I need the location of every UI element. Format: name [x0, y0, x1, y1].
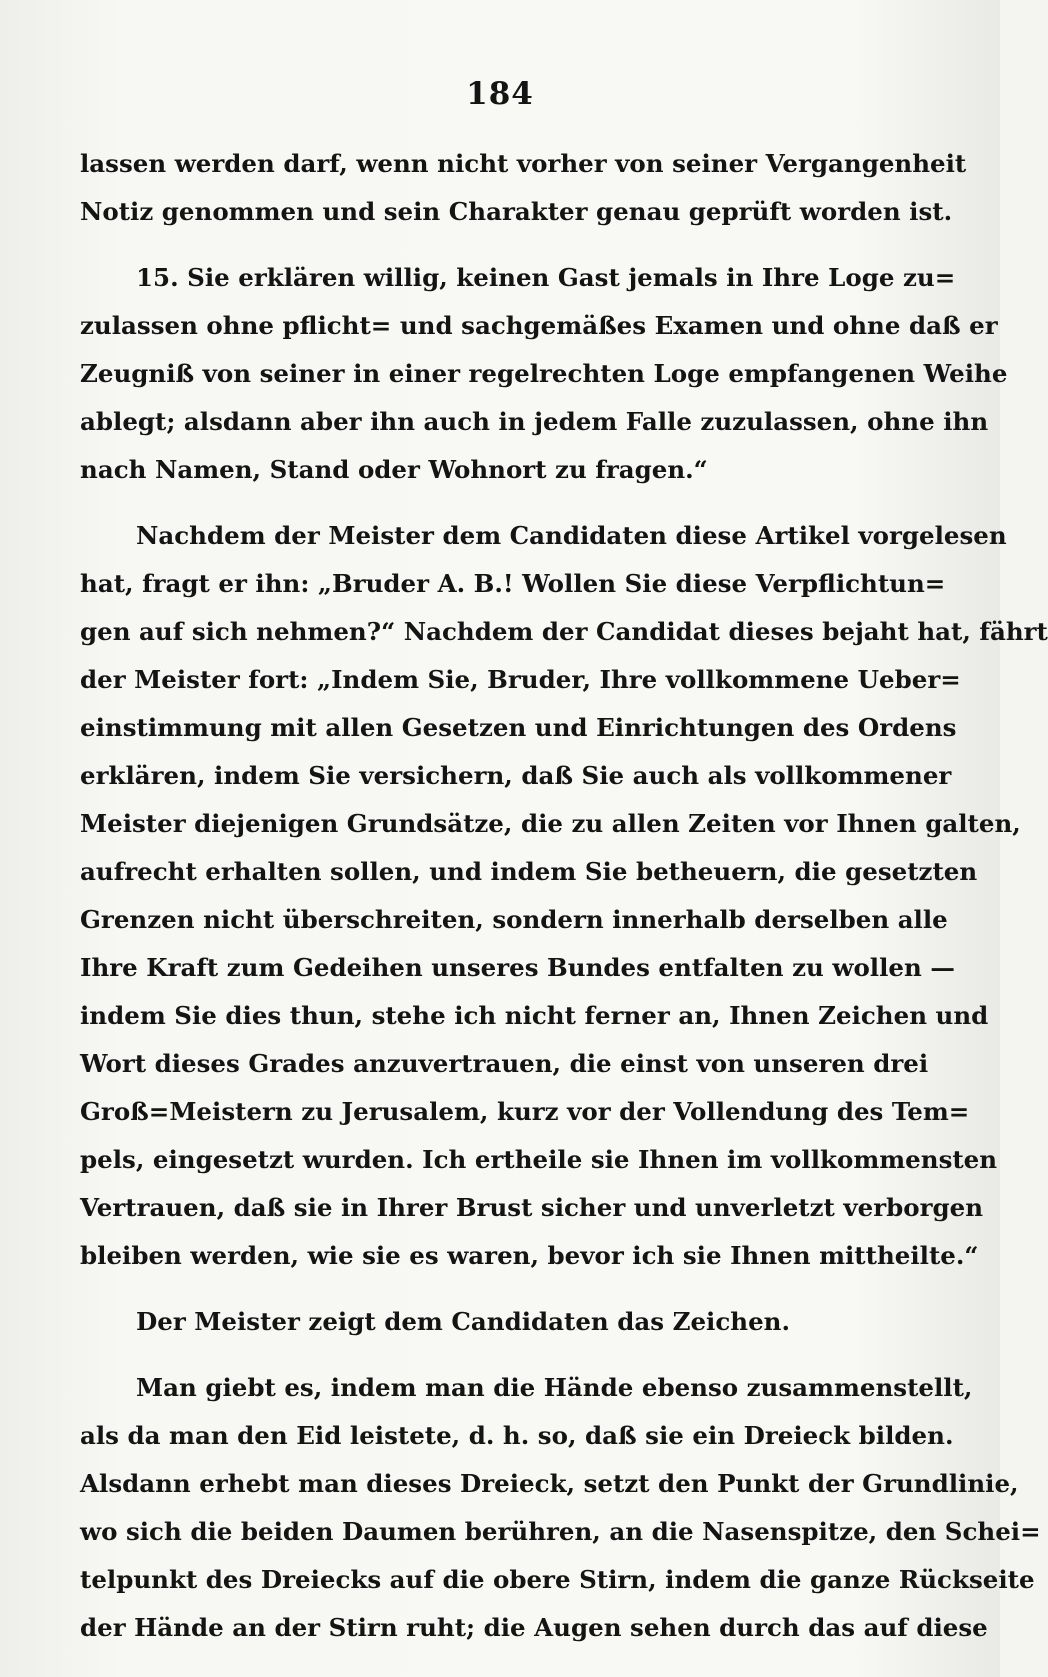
- text-line: Der Meister zeigt dem Candidaten das Zeichen.: [136, 1307, 791, 1336]
- text-line: Meister diejenigen Grundsätze, die zu allen Zeiten vor Ihnen galten,: [80, 809, 1021, 838]
- text-line: als da man den Eid leistete, d. h. so, daß sie ein Dreieck bilden.: [80, 1421, 954, 1450]
- text-line: nach Namen, Stand oder Wohnort zu fragen.“: [80, 455, 708, 484]
- text-line: Man giebt es, indem man die Hände ebenso zusammenstellt,: [136, 1373, 973, 1402]
- text-line: der Meister fort: „Indem Sie, Bruder, Ihre vollkommene Ueber=: [80, 665, 961, 694]
- paragraph: [80, 512, 1048, 1280]
- text-line: Nachdem der Meister dem Candidaten diese Artikel vorgelesen: [136, 521, 1007, 550]
- paragraph: [80, 1298, 886, 1346]
- text-line: zulassen ohne pflicht= und sachgemäßes Examen und ohne daß er: [80, 311, 998, 340]
- text-line: Grenzen nicht überschreiten, sondern innerhalb derselben alle: [80, 905, 948, 934]
- page-number: 184: [466, 76, 534, 112]
- body-text: [80, 140, 1048, 1652]
- text-line: Vertrauen, daß sie in Ihrer Brust sicher und unverletzt verborgen: [80, 1193, 984, 1222]
- text-line: ablegt; alsdann aber ihn auch in jedem Falle zuzulassen, ohne ihn: [80, 407, 989, 436]
- paragraph: [80, 254, 1008, 494]
- text-line: lassen werden darf, wenn nicht vorher von seiner Vergangenheit: [80, 149, 967, 178]
- text-line: der Hände an der Stirn ruht; die Augen sehen durch das auf diese: [80, 1613, 988, 1642]
- text-line: einstimmung mit allen Gesetzen und Einrichtungen des Ordens: [80, 713, 957, 742]
- text-line: pels, eingesetzt wurden. Ich ertheile sie Ihnen im vollkommensten: [80, 1145, 998, 1174]
- text-line: bleiben werden, wie sie es waren, bevor ich sie Ihnen mittheilte.“: [80, 1241, 979, 1270]
- text-line: erklären, indem Sie versichern, daß Sie auch als vollkommener: [80, 761, 952, 790]
- text-line: Wort dieses Grades anzuvertrauen, die einst von unseren drei: [80, 1049, 929, 1078]
- text-line: 15. Sie erklären willig, keinen Gast jemals in Ihre Loge zu=: [136, 263, 956, 292]
- paragraph: [80, 1364, 1041, 1652]
- text-line: aufrecht erhalten sollen, und indem Sie betheuern, die gesetzten: [80, 857, 978, 886]
- text-line: gen auf sich nehmen?“ Nachdem der Candidat dieses bejaht hat, fährt: [80, 617, 1048, 646]
- text-line: Ihre Kraft zum Gedeihen unseres Bundes entfalten zu wollen —: [80, 953, 955, 982]
- text-line: wo sich die beiden Daumen berühren, an die Nasenspitze, den Schei=: [80, 1517, 1041, 1546]
- paragraph: [80, 140, 967, 236]
- text-line: Groß=Meistern zu Jerusalem, kurz vor der Vollendung des Tem=: [80, 1097, 970, 1126]
- text-line: Zeugniß von seiner in einer regelrechten Loge empfangenen Weihe: [80, 359, 1008, 388]
- text-line: hat, fragt er ihn: „Bruder A. B.! Wollen Sie diese Verpflichtun=: [80, 569, 946, 598]
- text-line: Alsdann erhebt man dieses Dreieck, setzt den Punkt der Grundlinie,: [80, 1469, 1019, 1498]
- text-line: Notiz genommen und sein Charakter genau geprüft worden ist.: [80, 197, 953, 226]
- text-line: telpunkt des Dreiecks auf die obere Stirn, indem die ganze Rückseite: [80, 1565, 1035, 1594]
- text-line: indem Sie dies thun, stehe ich nicht ferner an, Ihnen Zeichen und: [80, 1001, 989, 1030]
